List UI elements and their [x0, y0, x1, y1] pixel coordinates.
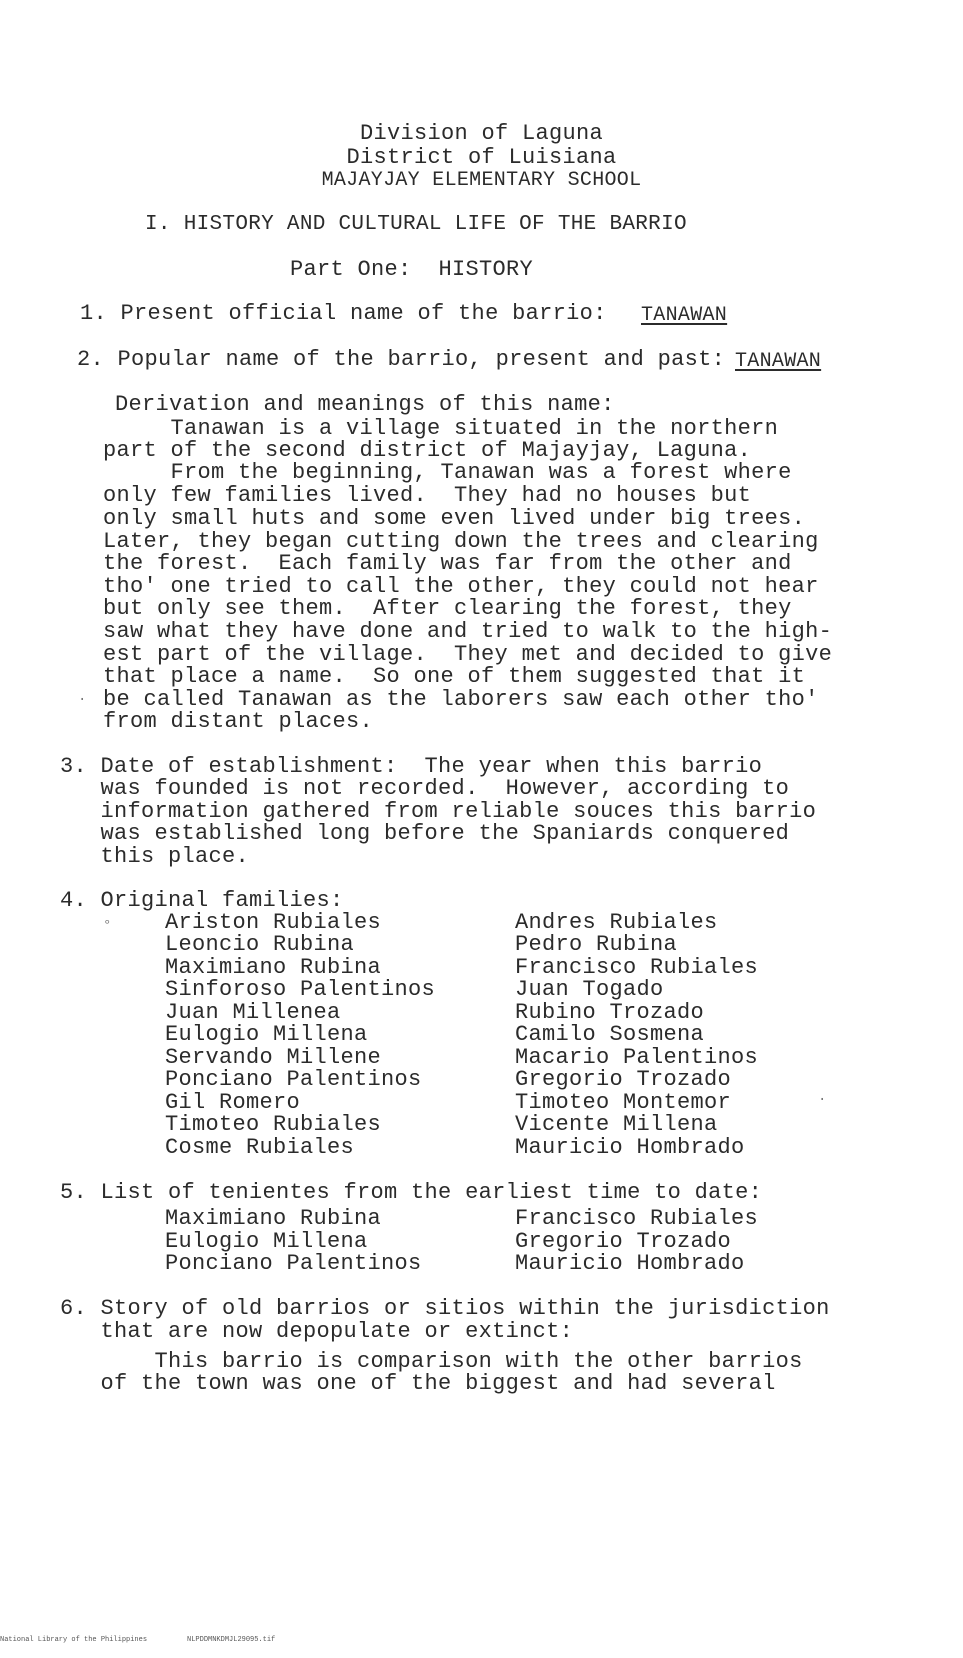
item3-line: information gathered from reliable souces this barrio [60, 799, 817, 824]
teniente-name: Ponciano Palentinos [165, 1251, 422, 1276]
family-name: Vicente Millena [515, 1112, 718, 1137]
item3-line: was established long before the Spaniards conquered [60, 821, 790, 846]
teniente-name: Maximiano Rubina [165, 1206, 382, 1231]
derivation-line: but only see them. After clearing the forest, they [103, 596, 792, 621]
derivation-line: only few families lived. They had no houses but [103, 483, 752, 508]
family-name: Eulogio Millena [165, 1022, 368, 1047]
derivation-heading: Derivation and meanings of this name: [115, 392, 615, 417]
family-name: Ariston Rubiales [165, 910, 382, 935]
family-name: Ponciano Palentinos [165, 1067, 422, 1092]
teniente-name: Eulogio Millena [165, 1229, 368, 1254]
item3-line: this place. [60, 844, 250, 869]
item3-line: 3. Date of establishment: The year when this barrio [60, 754, 763, 779]
derivation-line: the forest. Each family was far from the other and [103, 551, 792, 576]
header-division: Division of Laguna [359, 121, 604, 146]
derivation-line: saw what they have done and tried to walk to the high- [103, 619, 833, 644]
family-name: Francisco Rubiales [515, 955, 759, 980]
derivation-line: From the beginning, Tanawan was a forest where [103, 460, 792, 485]
derivation-line: from distant places. [103, 709, 374, 734]
scan-footer [0, 1636, 315, 1644]
family-name: Rubino Trozado [515, 1000, 705, 1025]
family-name: Sinforoso Palentinos [165, 977, 436, 1002]
item4-label: 4. Original families: [60, 888, 344, 913]
header-school: MAJAYJAY ELEMENTARY SCHOOL [321, 169, 642, 192]
derivation-line: est part of the village. They met and decided to give [103, 642, 833, 667]
item1-label: 1. Present official name of the barrio: [80, 301, 607, 326]
header-district: District of Luisiana [346, 145, 617, 170]
teniente-name: Mauricio Hombrado [515, 1251, 745, 1276]
derivation-line: part of the second district of Majayjay, Laguna. [103, 438, 752, 463]
scan-speck: · [78, 692, 87, 708]
item1-value: TANAWAN [641, 304, 728, 327]
family-name: Gil Romero [165, 1090, 301, 1115]
item6-line: that are now depopulate or extinct: [60, 1319, 574, 1344]
teniente-name: Gregorio Trozado [515, 1229, 732, 1254]
family-name: Maximiano Rubina [165, 955, 382, 980]
derivation-line: Later, they began cutting down the trees and clearing [103, 529, 819, 554]
item5-label: 5. List of tenientes from the earliest time to date: [60, 1180, 763, 1205]
scan-speck: ° [103, 918, 112, 934]
section-title: I. HISTORY AND CULTURAL LIFE OF THE BARRIO [145, 213, 687, 236]
family-name: Camilo Sosmena [515, 1022, 705, 1047]
scan-speck: · [818, 1092, 827, 1108]
family-name: Timoteo Montemor [515, 1090, 732, 1115]
item2-value: TANAWAN [735, 350, 822, 373]
derivation-line: that place a name. So one of them suggested that it [103, 664, 806, 689]
item6-line: This barrio is comparison with the other barrios [60, 1349, 803, 1374]
footer-library: National Library of the Philippines [0, 1636, 148, 1644]
family-name: Gregorio Trozado [515, 1067, 732, 1092]
derivation-line: only small huts and some even lived under big trees. [103, 506, 806, 531]
family-name: Mauricio Hombrado [515, 1135, 745, 1160]
item2-label: 2. Popular name of the barrio, present and past: [77, 347, 726, 372]
derivation-line: Tanawan is a village situated in the northern [103, 416, 779, 441]
family-name: Servando Millene [165, 1045, 382, 1070]
family-name: Macario Palentinos [515, 1045, 759, 1070]
teniente-name: Francisco Rubiales [515, 1206, 759, 1231]
family-name: Pedro Rubina [515, 932, 678, 957]
family-name: Andres Rubiales [515, 910, 718, 935]
footer-file: NLPDDMNKDMJL29095.tif [187, 1636, 276, 1644]
derivation-line: be called Tanawan as the laborers saw each other tho' [103, 687, 819, 712]
item6-line: 6. Story of old barrios or sitios within the jurisdiction [60, 1296, 830, 1321]
family-name: Leoncio Rubina [165, 932, 355, 957]
family-name: Cosme Rubiales [165, 1135, 355, 1160]
family-name: Juan Togado [515, 977, 664, 1002]
derivation-line: tho' one tried to call the other, they could not hear [103, 574, 819, 599]
part-title: Part One: HISTORY [290, 257, 534, 282]
family-name: Timoteo Rubiales [165, 1112, 382, 1137]
item6-line: of the town was one of the biggest and had several [60, 1371, 776, 1396]
item3-line: was founded is not recorded. However, according to [60, 776, 790, 801]
family-name: Juan Millenea [165, 1000, 341, 1025]
